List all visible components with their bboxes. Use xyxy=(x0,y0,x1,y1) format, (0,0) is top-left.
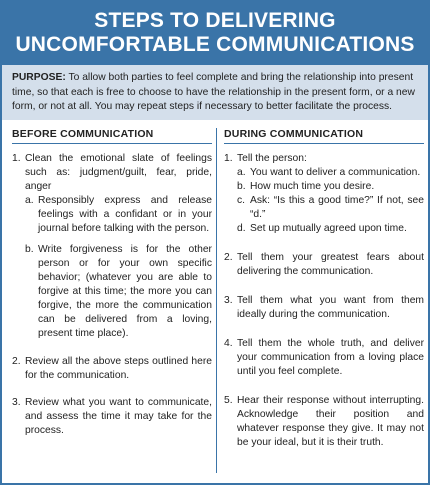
item-text: Tell the person: xyxy=(237,153,307,164)
item-text: Review what you want to communicate, and assess the time it may take for the process. xyxy=(25,397,212,436)
sub-item-text: Ask: “Is this a good time?” If not, see “d.” xyxy=(250,195,424,220)
item-number: 4. xyxy=(224,338,233,349)
item-number: 2. xyxy=(224,252,233,263)
sub-item-text: How much time you desire. xyxy=(250,181,375,192)
sub-item-letter: c. xyxy=(237,195,246,206)
list-item xyxy=(224,152,424,236)
before-heading: BEFORE COMMUNICATION xyxy=(12,128,212,144)
item-number: 1. xyxy=(224,153,233,164)
before-communication-column xyxy=(12,128,212,438)
item-number: 1. xyxy=(12,153,21,164)
column-divider xyxy=(216,128,217,473)
list-item xyxy=(12,152,212,341)
item-text: Tell them your greatest fears about delivering the communication. xyxy=(237,252,424,277)
sub-item-text: Write forgiveness is for the other person or for your own specific behavior; (whatever you are able to forgive at this time; the more you can forgive, the more the communication can be delivered from a loving, present time place). xyxy=(38,244,212,339)
sub-item xyxy=(237,222,424,236)
title-line-1: STEPS TO DELIVERING xyxy=(94,9,336,32)
item-number: 3. xyxy=(12,397,21,408)
sub-item xyxy=(237,180,424,194)
sub-item xyxy=(25,243,212,341)
item-text: Tell them the whole truth, and deliver your communication from a loving place until you feel complete. xyxy=(237,338,424,377)
sub-item-letter: a. xyxy=(237,167,246,178)
title-line-2: UNCOMFORTABLE COMMUNICATIONS xyxy=(15,33,415,56)
list-item xyxy=(224,394,424,450)
item-text: Review all the above steps outlined here for the communication. xyxy=(25,356,212,381)
item-number: 2. xyxy=(12,356,21,367)
sub-item xyxy=(237,166,424,180)
sub-item-text: You want to deliver a communication. xyxy=(250,167,421,178)
item-text: Hear their response without interrupting. Acknowledge their position and whatever response they give. It may not be your ideal, but it is their truth. xyxy=(237,395,424,448)
page-title xyxy=(2,2,428,65)
sub-item-letter: b. xyxy=(25,244,34,255)
purpose-lead: PURPOSE: xyxy=(12,72,66,83)
during-heading: DURING COMMUNICATION xyxy=(224,128,424,144)
item-number: 5. xyxy=(224,395,233,406)
sub-item xyxy=(25,194,212,236)
sub-item-text: Set up mutually agreed upon time. xyxy=(250,223,407,234)
sub-item-letter: a. xyxy=(25,195,34,206)
sub-item-text: Responsibly express and release feelings with a confidant or in your journal before talking with the person. xyxy=(38,195,212,234)
item-text: Tell them what you want from them ideally during the communication. xyxy=(237,295,424,320)
list-item xyxy=(12,396,212,438)
list-item xyxy=(12,355,212,383)
purpose-box xyxy=(2,65,428,120)
list-item xyxy=(224,251,424,279)
sub-item-letter: b. xyxy=(237,181,246,192)
during-communication-column xyxy=(224,128,424,450)
item-number: 3. xyxy=(224,295,233,306)
sub-item xyxy=(237,194,424,222)
sub-item-letter: d. xyxy=(237,223,246,234)
purpose-text: To allow both parties to feel complete and bring the relationship into present time, so that each is free to choose to have the relationship in the present form, or a new form, or not at all. You may repeat steps if necessary to better facilitate the process. xyxy=(12,72,415,112)
item-text: Clean the emotional slate of feelings such as: judgment/guilt, fear, pride, anger xyxy=(25,153,212,192)
list-item xyxy=(224,337,424,379)
list-item xyxy=(224,294,424,322)
